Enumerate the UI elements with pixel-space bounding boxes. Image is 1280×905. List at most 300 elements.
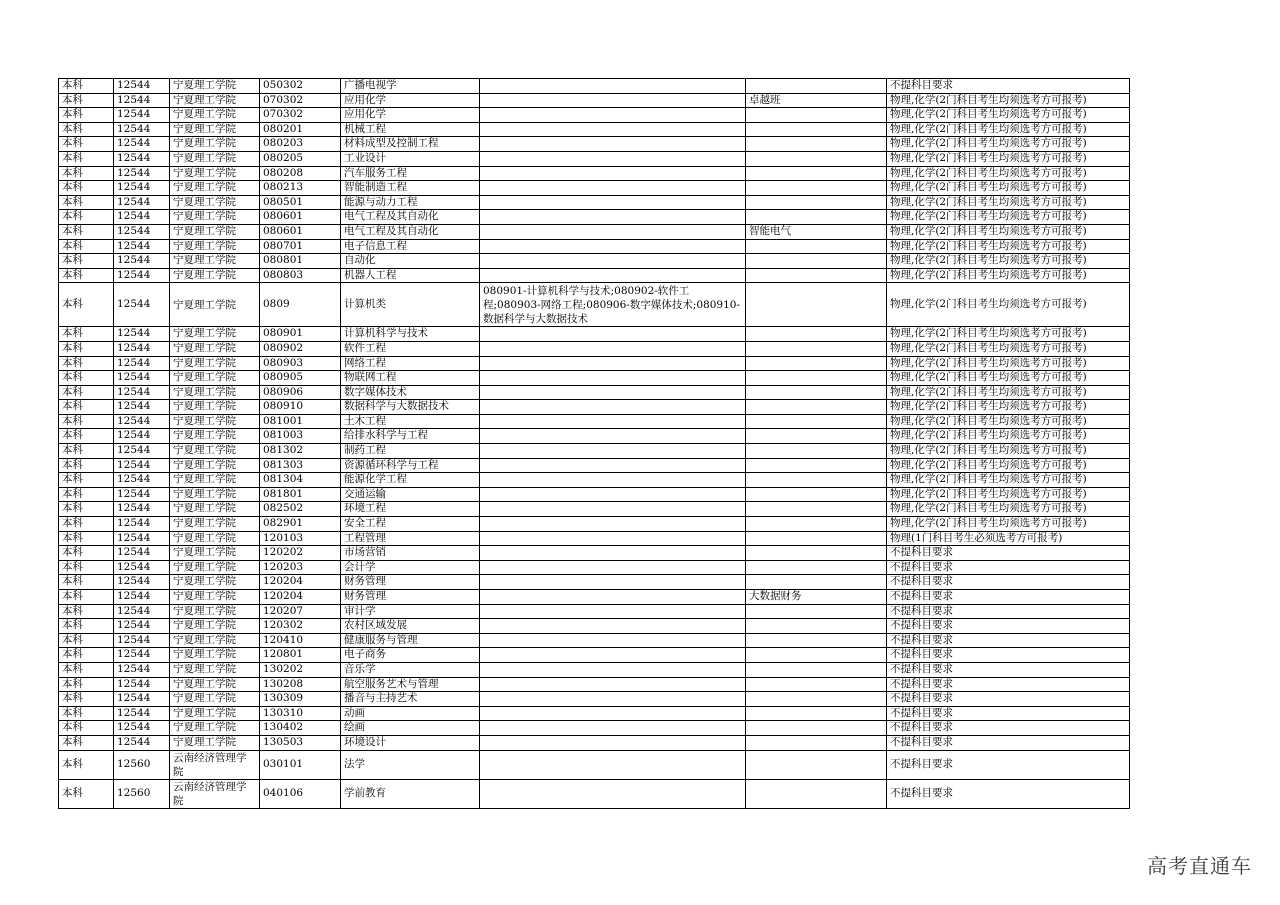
cell-level: 本科	[59, 254, 114, 269]
cell-major-name: 绘画	[341, 721, 480, 736]
cell-school-code: 12544	[114, 93, 170, 108]
cell-school-name: 宁夏理工学院	[170, 224, 260, 239]
cell-school-name: 宁夏理工学院	[170, 429, 260, 444]
cell-included-majors: 080901-计算机科学与技术;080902-软件工程;080903-网络工程;080906-数字媒体技术;080910-数据科学与大数据技术	[480, 283, 746, 327]
cell-school-code: 12544	[114, 531, 170, 546]
table-row	[59, 706, 1130, 721]
table-row	[59, 151, 1130, 166]
cell-major-name: 航空服务艺术与管理	[341, 677, 480, 692]
cell-subject-requirement: 不提科目要求	[887, 677, 1130, 692]
cell-major-code: 081304	[260, 473, 341, 488]
cell-major-name: 财务管理	[341, 575, 480, 590]
cell-school-code: 12560	[114, 750, 170, 779]
cell-school-name: 宁夏理工学院	[170, 590, 260, 605]
cell-note	[746, 327, 887, 342]
cell-school-code: 12544	[114, 79, 170, 94]
cell-level: 本科	[59, 590, 114, 605]
cell-school-name: 宁夏理工学院	[170, 195, 260, 210]
cell-school-code: 12544	[114, 560, 170, 575]
cell-major-name: 工程管理	[341, 531, 480, 546]
cell-major-name: 会计学	[341, 560, 480, 575]
cell-level: 本科	[59, 166, 114, 181]
cell-major-name: 软件工程	[341, 341, 480, 356]
cell-major-code: 130309	[260, 692, 341, 707]
cell-level: 本科	[59, 502, 114, 517]
cell-note	[746, 181, 887, 196]
cell-major-code: 070302	[260, 93, 341, 108]
cell-school-name: 宁夏理工学院	[170, 385, 260, 400]
cell-level: 本科	[59, 662, 114, 677]
cell-major-name: 计算机类	[341, 283, 480, 327]
cell-school-code: 12544	[114, 108, 170, 123]
cell-school-name: 宁夏理工学院	[170, 108, 260, 123]
cell-school-name: 宁夏理工学院	[170, 575, 260, 590]
cell-school-code: 12544	[114, 662, 170, 677]
cell-major-name: 电子商务	[341, 648, 480, 663]
cell-school-code: 12544	[114, 371, 170, 386]
table-row	[59, 662, 1130, 677]
table-body	[59, 79, 1130, 809]
cell-school-name: 宁夏理工学院	[170, 531, 260, 546]
cell-major-code: 120204	[260, 590, 341, 605]
cell-level: 本科	[59, 371, 114, 386]
cell-level: 本科	[59, 385, 114, 400]
cell-major-name: 广播电视学	[341, 79, 480, 94]
cell-subject-requirement: 物理,化学(2门科目考生均须选考方可报考)	[887, 458, 1130, 473]
cell-school-name: 宁夏理工学院	[170, 122, 260, 137]
cell-level: 本科	[59, 444, 114, 459]
cell-subject-requirement: 不提科目要求	[887, 750, 1130, 779]
cell-major-code: 120801	[260, 648, 341, 663]
table-row	[59, 487, 1130, 502]
cell-level: 本科	[59, 239, 114, 254]
cell-level: 本科	[59, 224, 114, 239]
cell-major-code: 081302	[260, 444, 341, 459]
cell-major-name: 电子信息工程	[341, 239, 480, 254]
cell-subject-requirement: 物理,化学(2门科目考生均须选考方可报考)	[887, 181, 1130, 196]
cell-note	[746, 444, 887, 459]
cell-school-code: 12544	[114, 400, 170, 415]
cell-subject-requirement: 不提科目要求	[887, 692, 1130, 707]
cell-school-code: 12544	[114, 195, 170, 210]
cell-included-majors	[480, 327, 746, 342]
cell-major-code: 081003	[260, 429, 341, 444]
cell-note	[746, 677, 887, 692]
cell-subject-requirement: 物理,化学(2门科目考生均须选考方可报考)	[887, 93, 1130, 108]
cell-level: 本科	[59, 648, 114, 663]
cell-school-name: 宁夏理工学院	[170, 502, 260, 517]
table-row	[59, 546, 1130, 561]
cell-note	[746, 283, 887, 327]
cell-school-code: 12544	[114, 341, 170, 356]
cell-included-majors	[480, 239, 746, 254]
cell-major-code: 130402	[260, 721, 341, 736]
cell-major-name: 工业设计	[341, 151, 480, 166]
cell-major-name: 应用化学	[341, 108, 480, 123]
cell-major-code: 082502	[260, 502, 341, 517]
table-row	[59, 648, 1130, 663]
cell-school-code: 12544	[114, 735, 170, 750]
cell-major-name: 环境工程	[341, 502, 480, 517]
table-row	[59, 473, 1130, 488]
cell-major-name: 给排水科学与工程	[341, 429, 480, 444]
table-row	[59, 735, 1130, 750]
cell-major-code: 080906	[260, 385, 341, 400]
cell-included-majors	[480, 546, 746, 561]
cell-school-code: 12544	[114, 648, 170, 663]
table-row	[59, 122, 1130, 137]
cell-note	[746, 458, 887, 473]
table-row	[59, 93, 1130, 108]
cell-subject-requirement: 物理,化学(2门科目考生均须选考方可报考)	[887, 414, 1130, 429]
cell-level: 本科	[59, 429, 114, 444]
cell-level: 本科	[59, 414, 114, 429]
cell-school-code: 12544	[114, 473, 170, 488]
cell-subject-requirement: 物理(1门科目考生必须选考方可报考)	[887, 531, 1130, 546]
cell-subject-requirement: 物理,化学(2门科目考生均须选考方可报考)	[887, 166, 1130, 181]
cell-subject-requirement: 不提科目要求	[887, 575, 1130, 590]
cell-level: 本科	[59, 151, 114, 166]
cell-included-majors	[480, 721, 746, 736]
cell-major-code: 080910	[260, 400, 341, 415]
cell-included-majors	[480, 487, 746, 502]
cell-school-code: 12544	[114, 122, 170, 137]
cell-school-name: 宁夏理工学院	[170, 151, 260, 166]
cell-school-name: 宁夏理工学院	[170, 487, 260, 502]
cell-major-code: 120203	[260, 560, 341, 575]
cell-subject-requirement: 不提科目要求	[887, 590, 1130, 605]
table-row	[59, 531, 1130, 546]
cell-included-majors	[480, 619, 746, 634]
cell-school-name: 宁夏理工学院	[170, 137, 260, 152]
cell-subject-requirement: 不提科目要求	[887, 560, 1130, 575]
cell-subject-requirement: 物理,化学(2门科目考生均须选考方可报考)	[887, 502, 1130, 517]
cell-note	[746, 151, 887, 166]
cell-note	[746, 341, 887, 356]
cell-school-name: 宁夏理工学院	[170, 735, 260, 750]
cell-note: 卓越班	[746, 93, 887, 108]
cell-subject-requirement: 不提科目要求	[887, 662, 1130, 677]
cell-subject-requirement: 物理,化学(2门科目考生均须选考方可报考)	[887, 517, 1130, 532]
cell-included-majors	[480, 79, 746, 94]
cell-note	[746, 137, 887, 152]
cell-school-code: 12544	[114, 502, 170, 517]
cell-note	[746, 648, 887, 663]
cell-school-name: 宁夏理工学院	[170, 356, 260, 371]
table-row	[59, 224, 1130, 239]
cell-major-code: 081303	[260, 458, 341, 473]
cell-subject-requirement: 物理,化学(2门科目考生均须选考方可报考)	[887, 254, 1130, 269]
cell-note	[746, 239, 887, 254]
cell-school-code: 12544	[114, 327, 170, 342]
cell-note	[746, 268, 887, 283]
cell-included-majors	[480, 502, 746, 517]
cell-included-majors	[480, 137, 746, 152]
cell-included-majors	[480, 108, 746, 123]
cell-subject-requirement: 物理,化学(2门科目考生均须选考方可报考)	[887, 429, 1130, 444]
cell-major-name: 音乐学	[341, 662, 480, 677]
cell-major-name: 交通运输	[341, 487, 480, 502]
cell-note	[746, 400, 887, 415]
cell-school-name: 宁夏理工学院	[170, 648, 260, 663]
cell-major-code: 080901	[260, 327, 341, 342]
cell-included-majors	[480, 560, 746, 575]
table-row	[59, 210, 1130, 225]
cell-school-name: 宁夏理工学院	[170, 93, 260, 108]
cell-major-name: 市场营销	[341, 546, 480, 561]
cell-major-code: 130310	[260, 706, 341, 721]
cell-subject-requirement: 不提科目要求	[887, 735, 1130, 750]
cell-major-name: 审计学	[341, 604, 480, 619]
cell-school-code: 12544	[114, 239, 170, 254]
table-row	[59, 254, 1130, 269]
cell-school-name: 宁夏理工学院	[170, 633, 260, 648]
cell-level: 本科	[59, 546, 114, 561]
cell-included-majors	[480, 590, 746, 605]
cell-included-majors	[480, 224, 746, 239]
cell-major-code: 080801	[260, 254, 341, 269]
cell-included-majors	[480, 706, 746, 721]
cell-note	[746, 356, 887, 371]
cell-subject-requirement: 物理,化学(2门科目考生均须选考方可报考)	[887, 356, 1130, 371]
cell-school-name: 宁夏理工学院	[170, 458, 260, 473]
table-row	[59, 166, 1130, 181]
table-row	[59, 619, 1130, 634]
table-row	[59, 677, 1130, 692]
cell-school-name: 云南经济管理学院	[170, 779, 260, 808]
cell-included-majors	[480, 692, 746, 707]
cell-major-code: 080201	[260, 122, 341, 137]
cell-school-code: 12544	[114, 224, 170, 239]
cell-major-code: 120410	[260, 633, 341, 648]
cell-note	[746, 604, 887, 619]
cell-major-name: 材料成型及控制工程	[341, 137, 480, 152]
cell-school-name: 宁夏理工学院	[170, 341, 260, 356]
cell-level: 本科	[59, 195, 114, 210]
cell-major-code: 082901	[260, 517, 341, 532]
cell-included-majors	[480, 356, 746, 371]
cell-note	[746, 560, 887, 575]
cell-note	[746, 575, 887, 590]
cell-major-name: 播音与主持艺术	[341, 692, 480, 707]
cell-major-code: 040106	[260, 779, 341, 808]
table-row	[59, 371, 1130, 386]
cell-school-name: 宁夏理工学院	[170, 706, 260, 721]
table-row	[59, 444, 1130, 459]
cell-subject-requirement: 物理,化学(2门科目考生均须选考方可报考)	[887, 283, 1130, 327]
cell-included-majors	[480, 151, 746, 166]
cell-school-name: 宁夏理工学院	[170, 400, 260, 415]
cell-note	[746, 721, 887, 736]
cell-subject-requirement: 物理,化学(2门科目考生均须选考方可报考)	[887, 122, 1130, 137]
cell-school-name: 宁夏理工学院	[170, 327, 260, 342]
cell-included-majors	[480, 750, 746, 779]
cell-level: 本科	[59, 268, 114, 283]
cell-level: 本科	[59, 122, 114, 137]
cell-school-code: 12544	[114, 414, 170, 429]
cell-major-name: 环境设计	[341, 735, 480, 750]
cell-school-name: 宁夏理工学院	[170, 444, 260, 459]
cell-subject-requirement: 不提科目要求	[887, 546, 1130, 561]
cell-major-name: 土木工程	[341, 414, 480, 429]
cell-included-majors	[480, 210, 746, 225]
cell-subject-requirement: 不提科目要求	[887, 706, 1130, 721]
cell-school-code: 12544	[114, 254, 170, 269]
cell-major-code: 080213	[260, 181, 341, 196]
cell-major-name: 学前教育	[341, 779, 480, 808]
cell-subject-requirement: 物理,化学(2门科目考生均须选考方可报考)	[887, 239, 1130, 254]
table-row	[59, 604, 1130, 619]
cell-note	[746, 619, 887, 634]
cell-school-code: 12544	[114, 590, 170, 605]
cell-major-code: 080902	[260, 341, 341, 356]
cell-level: 本科	[59, 356, 114, 371]
cell-major-code: 080601	[260, 210, 341, 225]
table-row	[59, 750, 1130, 779]
table-row	[59, 560, 1130, 575]
cell-level: 本科	[59, 79, 114, 94]
cell-major-code: 080205	[260, 151, 341, 166]
cell-major-code: 080803	[260, 268, 341, 283]
cell-level: 本科	[59, 137, 114, 152]
cell-note	[746, 692, 887, 707]
cell-included-majors	[480, 400, 746, 415]
cell-school-name: 宁夏理工学院	[170, 371, 260, 386]
cell-level: 本科	[59, 400, 114, 415]
cell-included-majors	[480, 735, 746, 750]
cell-school-code: 12544	[114, 677, 170, 692]
cell-included-majors	[480, 458, 746, 473]
cell-major-code: 080701	[260, 239, 341, 254]
cell-subject-requirement: 不提科目要求	[887, 604, 1130, 619]
cell-school-code: 12544	[114, 487, 170, 502]
cell-school-name: 宁夏理工学院	[170, 721, 260, 736]
cell-major-code: 120302	[260, 619, 341, 634]
cell-subject-requirement: 物理,化学(2门科目考生均须选考方可报考)	[887, 327, 1130, 342]
cell-note	[746, 79, 887, 94]
table-row	[59, 414, 1130, 429]
cell-major-code: 120207	[260, 604, 341, 619]
cell-level: 本科	[59, 633, 114, 648]
cell-level: 本科	[59, 706, 114, 721]
cell-subject-requirement: 物理,化学(2门科目考生均须选考方可报考)	[887, 341, 1130, 356]
watermark-logo: 高考直通车	[1147, 854, 1252, 878]
table-row	[59, 517, 1130, 532]
cell-major-name: 智能制造工程	[341, 181, 480, 196]
cell-major-code: 130208	[260, 677, 341, 692]
cell-major-name: 计算机科学与技术	[341, 327, 480, 342]
cell-included-majors	[480, 662, 746, 677]
cell-major-name: 自动化	[341, 254, 480, 269]
cell-included-majors	[480, 429, 746, 444]
cell-subject-requirement: 不提科目要求	[887, 633, 1130, 648]
cell-note	[746, 633, 887, 648]
cell-level: 本科	[59, 531, 114, 546]
cell-major-name: 数字媒体技术	[341, 385, 480, 400]
cell-note	[746, 414, 887, 429]
cell-level: 本科	[59, 327, 114, 342]
cell-subject-requirement: 物理,化学(2门科目考生均须选考方可报考)	[887, 210, 1130, 225]
cell-subject-requirement: 物理,化学(2门科目考生均须选考方可报考)	[887, 224, 1130, 239]
cell-school-name: 宁夏理工学院	[170, 254, 260, 269]
cell-school-name: 宁夏理工学院	[170, 677, 260, 692]
cell-included-majors	[480, 268, 746, 283]
cell-major-name: 能源化学工程	[341, 473, 480, 488]
cell-subject-requirement: 不提科目要求	[887, 779, 1130, 808]
table-row	[59, 779, 1130, 808]
cell-level: 本科	[59, 487, 114, 502]
cell-school-name: 宁夏理工学院	[170, 662, 260, 677]
cell-subject-requirement: 不提科目要求	[887, 721, 1130, 736]
cell-level: 本科	[59, 181, 114, 196]
table-row	[59, 239, 1130, 254]
cell-school-name: 宁夏理工学院	[170, 517, 260, 532]
cell-included-majors	[480, 473, 746, 488]
cell-major-name: 汽车服务工程	[341, 166, 480, 181]
table-row	[59, 590, 1130, 605]
cell-level: 本科	[59, 721, 114, 736]
cell-major-code: 080208	[260, 166, 341, 181]
cell-school-name: 宁夏理工学院	[170, 560, 260, 575]
cell-subject-requirement: 物理,化学(2门科目考生均须选考方可报考)	[887, 268, 1130, 283]
cell-school-name: 宁夏理工学院	[170, 79, 260, 94]
cell-school-code: 12544	[114, 429, 170, 444]
cell-major-code: 070302	[260, 108, 341, 123]
cell-major-code: 130503	[260, 735, 341, 750]
cell-included-majors	[480, 254, 746, 269]
cell-included-majors	[480, 677, 746, 692]
cell-level: 本科	[59, 750, 114, 779]
cell-school-name: 宁夏理工学院	[170, 239, 260, 254]
cell-major-name: 财务管理	[341, 590, 480, 605]
cell-subject-requirement: 物理,化学(2门科目考生均须选考方可报考)	[887, 473, 1130, 488]
cell-school-code: 12544	[114, 517, 170, 532]
cell-major-name: 能源与动力工程	[341, 195, 480, 210]
cell-school-name: 宁夏理工学院	[170, 619, 260, 634]
cell-school-code: 12560	[114, 779, 170, 808]
cell-school-code: 12544	[114, 619, 170, 634]
cell-major-name: 应用化学	[341, 93, 480, 108]
cell-school-code: 12544	[114, 458, 170, 473]
cell-school-name: 宁夏理工学院	[170, 283, 260, 327]
cell-note	[746, 517, 887, 532]
cell-note	[746, 750, 887, 779]
cell-school-name: 宁夏理工学院	[170, 268, 260, 283]
cell-major-code: 081801	[260, 487, 341, 502]
cell-major-name: 安全工程	[341, 517, 480, 532]
table-row	[59, 79, 1130, 94]
cell-note	[746, 429, 887, 444]
cell-level: 本科	[59, 283, 114, 327]
cell-note	[746, 385, 887, 400]
table-row	[59, 400, 1130, 415]
cell-major-code: 081001	[260, 414, 341, 429]
cell-school-code: 12544	[114, 356, 170, 371]
cell-note	[746, 779, 887, 808]
cell-level: 本科	[59, 560, 114, 575]
table-row	[59, 458, 1130, 473]
cell-subject-requirement: 不提科目要求	[887, 79, 1130, 94]
cell-school-name: 宁夏理工学院	[170, 166, 260, 181]
cell-major-name: 农村区域发展	[341, 619, 480, 634]
cell-major-code: 120204	[260, 575, 341, 590]
cell-major-name: 健康服务与管理	[341, 633, 480, 648]
cell-note	[746, 166, 887, 181]
cell-note: 大数据财务	[746, 590, 887, 605]
table-row	[59, 268, 1130, 283]
table-row	[59, 137, 1130, 152]
cell-school-code: 12544	[114, 706, 170, 721]
